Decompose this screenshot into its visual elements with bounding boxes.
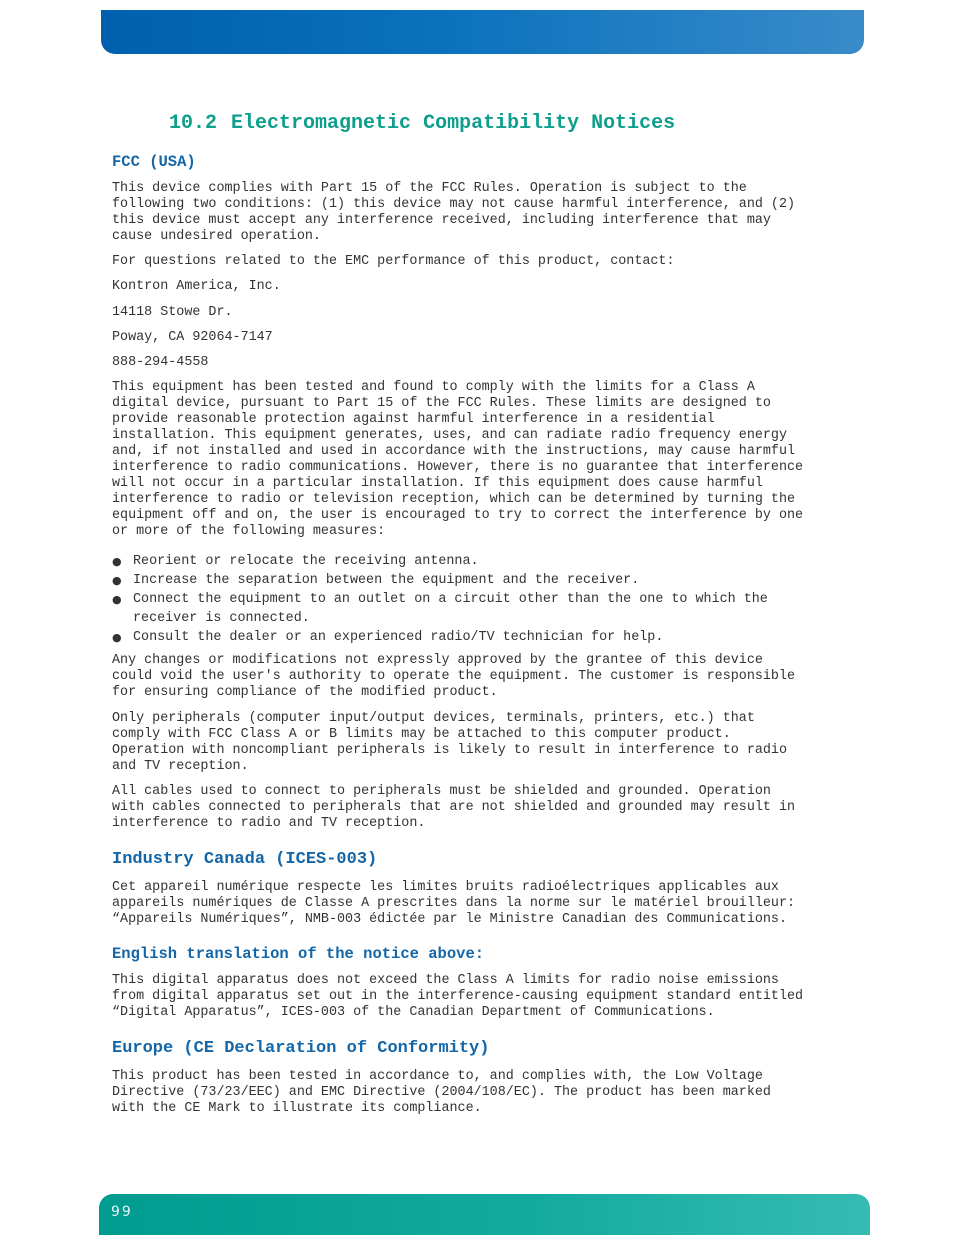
section-title-text: Electromagnetic Compatibility Notices — [231, 112, 676, 135]
contact-street: 14118 Stowe Dr. — [112, 305, 233, 320]
text-line: and TV reception. — [112, 759, 249, 774]
text-line: will not occur in a particular installation. If this equipment does cause harmful — [112, 476, 763, 491]
text-line: interference to radio and TV reception. — [112, 816, 426, 831]
text-line: installation. This equipment generates, uses, and can radiate radio frequency energy — [112, 428, 787, 443]
bullet-icon: ● — [112, 593, 122, 606]
text-line: digital device, pursuant to Part 15 of the FCC Rules. These limits are designed to — [112, 396, 771, 411]
text-line: this device must accept any interference received, including interference that may — [112, 213, 771, 228]
text-line: with cables connected to peripherals that are not shielded and grounded may result in — [112, 800, 796, 815]
text-line: and, if not installed and used in accordance with the instructions, may cause harmful — [112, 444, 796, 459]
europe-heading: Europe (CE Declaration of Conformity) — [112, 1039, 490, 1058]
contact-city: Poway, CA 92064-7147 — [112, 330, 273, 345]
text-line: appareils numériques de Classe A prescrites dans la norme sur le matériel brouilleur: — [112, 896, 796, 911]
text-line: for ensuring compliance of the modified product. — [112, 685, 498, 700]
text-line: “Appareils Numériques”, NMB-003 édictée par le Ministre Canadian des Communications. — [112, 912, 787, 927]
page-number: 99 — [111, 1204, 133, 1220]
text-line: from digital apparatus set out in the interference-causing equipment standard entitled — [112, 989, 804, 1004]
measures-list — [112, 552, 842, 647]
list-item: ● Connect the equipment to an outlet on a circuit other than the one to which the receiver is connected. — [112, 592, 768, 626]
list-item: ● Reorient or relocate the receiving antenna. — [112, 554, 479, 569]
text-line: following two conditions: (1) this device may not cause harmful interference, and (2) — [112, 197, 796, 212]
text-line: interference to radio communications. However, there is no guarantee that interference — [112, 460, 804, 475]
text-line: All cables used to connect to peripherals must be shielded and grounded. Operation — [112, 784, 771, 799]
contact-intro: For questions related to the EMC performance of this product, contact: — [112, 254, 675, 269]
fcc-paragraph-3 — [112, 653, 842, 701]
text-line: could void the user's authority to operate the equipment. The customer is responsible — [112, 669, 796, 684]
text-line: This product has been tested in accordance to, and complies with, the Low Voltage — [112, 1069, 763, 1084]
text-line: Cet appareil numérique respecte les limites bruits radioélectriques applicables aux — [112, 880, 779, 895]
fcc-paragraph-2 — [112, 380, 842, 540]
text-line: Operation with noncompliant peripherals is likely to result in interference to radio — [112, 743, 787, 758]
fcc-heading: FCC (USA) — [112, 153, 196, 171]
list-item: ● Consult the dealer or an experienced radio/TV technician for help. — [112, 630, 664, 645]
text-line: cause undesired operation. — [112, 229, 321, 244]
text-line: “Digital Apparatus”, ICES-003 of the Canadian Department of Communications. — [112, 1005, 715, 1020]
canada-paragraph-en — [112, 973, 842, 1021]
fcc-paragraph-4 — [112, 711, 842, 775]
translation-subheading: English translation of the notice above: — [112, 945, 485, 963]
text-line: Directive (73/23/EEC) and EMC Directive (2004/108/EC). The product has been marked — [112, 1085, 771, 1100]
bullet-icon: ● — [112, 574, 122, 587]
europe-paragraph — [112, 1069, 842, 1117]
section-number: 10.2 — [169, 112, 218, 135]
text-line: Any changes or modifications not expressly approved by the grantee of this device — [112, 653, 763, 668]
header-bar — [101, 10, 864, 54]
text-line: This equipment has been tested and found to comply with the limits for a Class A — [112, 380, 755, 395]
text-line: This digital apparatus does not exceed the Class A limits for radio noise emissions — [112, 973, 779, 988]
text-line: or more of the following measures: — [112, 524, 386, 539]
text-line: with the CE Mark to illustrate its compliance. — [112, 1101, 482, 1116]
fcc-paragraph-1 — [112, 181, 842, 245]
contact-phone: 888-294-4558 — [112, 355, 209, 370]
list-item: ● Increase the separation between the equipment and the receiver. — [112, 573, 640, 588]
bullet-icon: ● — [112, 631, 122, 644]
text-line: provide reasonable protection against harmful interference in a residential — [112, 412, 715, 427]
canada-heading: Industry Canada (ICES-003) — [112, 850, 378, 869]
text-line: This device complies with Part 15 of the FCC Rules. Operation is subject to the — [112, 181, 747, 196]
page-title — [169, 112, 675, 135]
fcc-paragraph-5 — [112, 784, 842, 832]
bullet-icon: ● — [112, 555, 122, 568]
text-line: interference to radio or television reception, which can be determined by turning the — [112, 492, 796, 507]
contact-company: Kontron America, Inc. — [112, 279, 281, 294]
text-line: equipment off and on, the user is encouraged to try to correct the interference by one — [112, 508, 804, 523]
text-line: comply with FCC Class A or B limits may be attached to this computer product. — [112, 727, 731, 742]
footer-bar — [99, 1194, 870, 1235]
document-body — [112, 152, 842, 1117]
canada-paragraph-fr — [112, 880, 842, 928]
text-line: Only peripherals (computer input/output devices, terminals, printers, etc.) that — [112, 711, 755, 726]
